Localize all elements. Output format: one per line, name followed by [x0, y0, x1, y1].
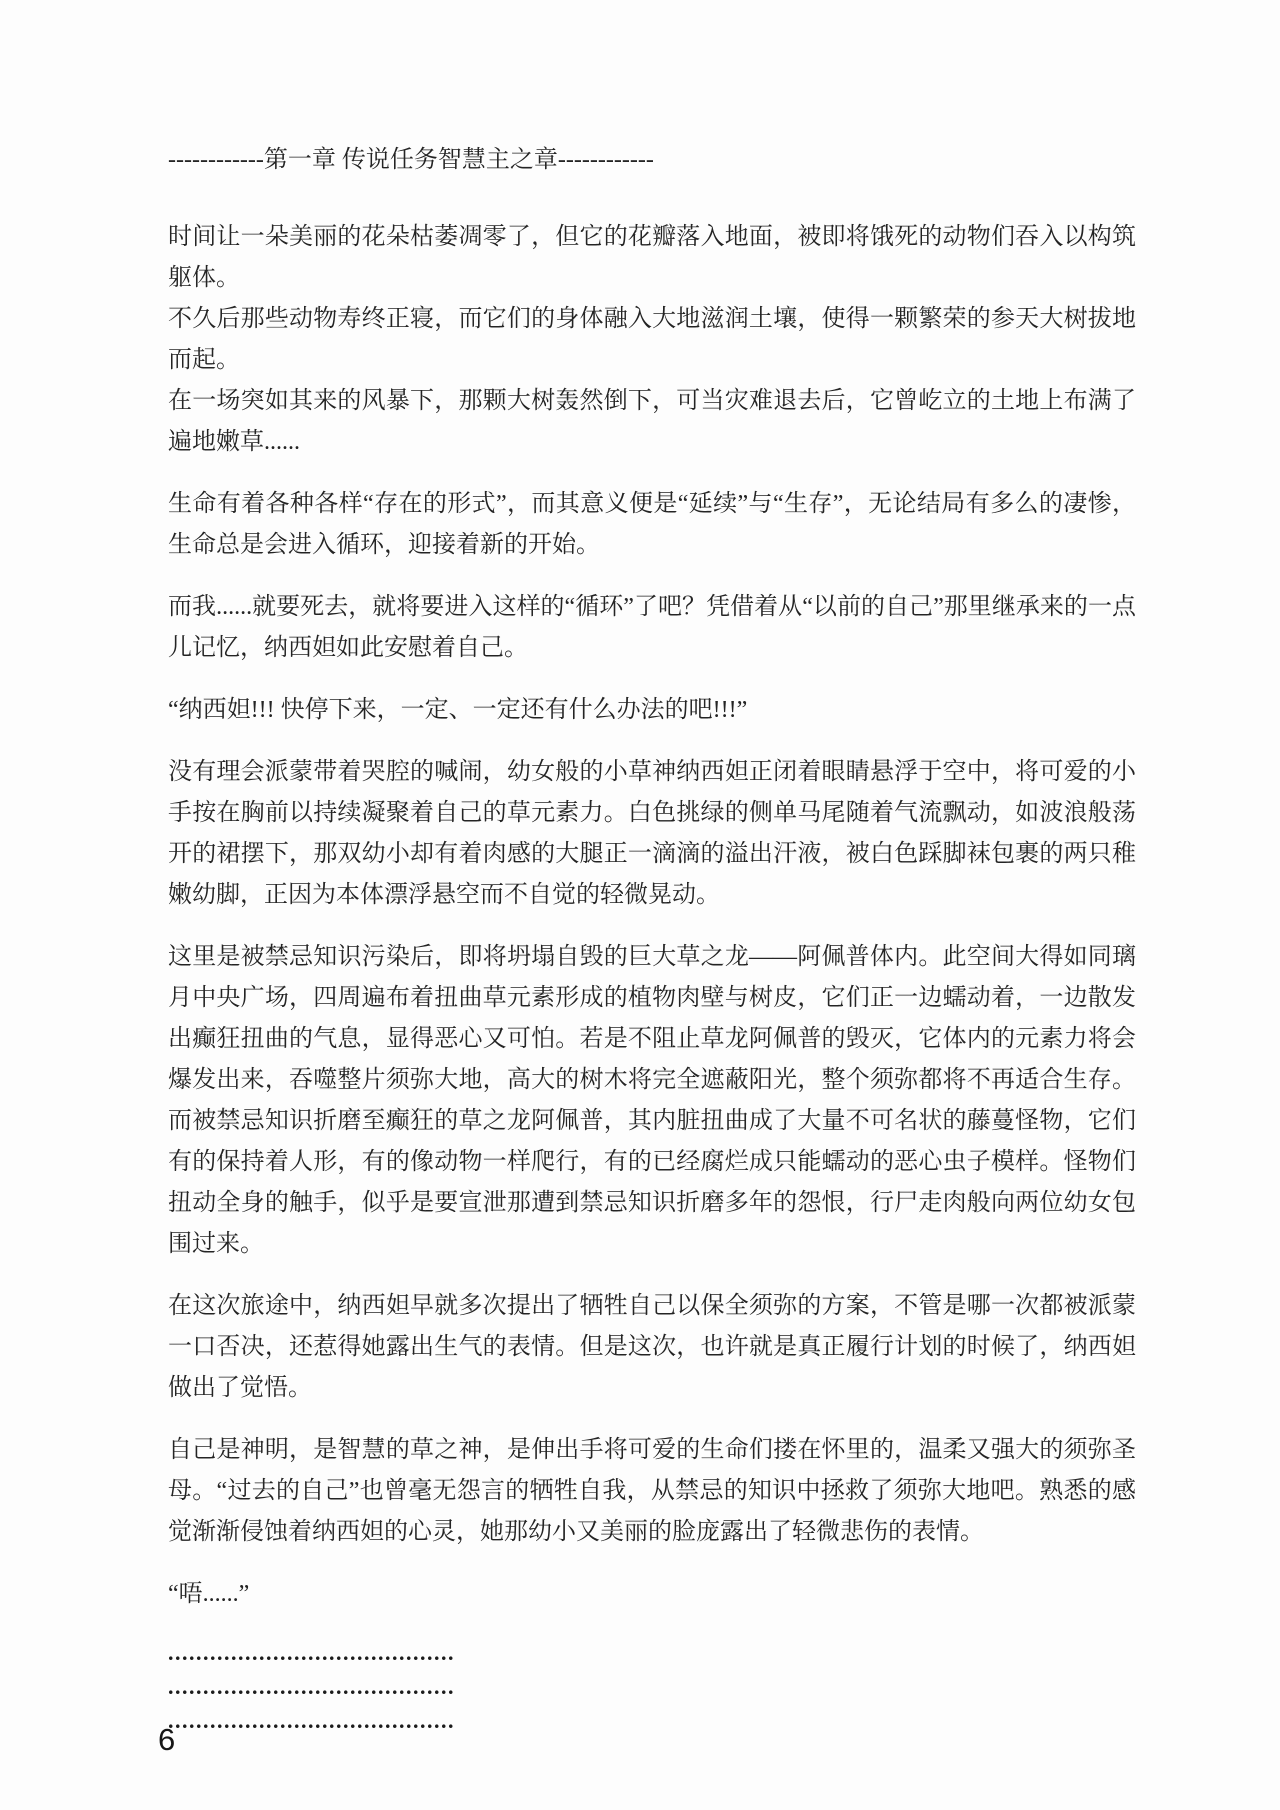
paragraph-journey-sacrifice: 在这次旅途中，纳西妲早就多次提出了牺牲自己以保全须弥的方案，不管是哪一次都被派蒙一口否决，还惹得她露出生气的表情。但是这次，也许就是真正履行计划的时候了，纳西妲做出了觉悟。: [168, 1293, 1136, 1401]
document-page: [168, 140, 1136, 1738]
paragraph-nahida-floating: 没有理会派蒙带着哭腔的喊闹，幼女般的小草神纳西妲正闭着眼睛悬浮于空中，将可爱的小手按在胸前以持续凝聚着自己的草元素力。白色挑绿的侧单马尾随着气流飘动，如波浪般荡开的裙摆下，那双幼小却有着肉感的大腿正一滴滴的溢出汗液，被白色踩脚袜包裹的两只稚嫩幼脚，正因为本体漂浮悬空而不自觉的轻微晃动。: [168, 759, 1136, 908]
paragraph-goddess-resolve: 自己是神明，是智慧的草之神，是伸出手将可爱的生命们搂在怀里的，温柔又强大的须弥圣母。“过去的自己”也曾毫无怨言的牺牲自我，从禁忌的知识中拯救了须弥大地吧。熟悉的感觉渐渐侵蚀着纳西妲的心灵，她那幼小又美丽的脸庞露出了轻微悲伤的表情。: [168, 1437, 1136, 1545]
page-number: 6: [158, 1722, 176, 1757]
paragraph-life-cycle: 生命有着各种各样“存在的形式”，而其意义便是“延续”与“生存”，无论结局有多么的凄惨，生命总是会进入循环，迎接着新的开始。: [168, 491, 1136, 558]
ellipsis-line: .........................................: [168, 1640, 455, 1665]
ellipsis-line: .........................................: [168, 1708, 455, 1733]
paragraph: 在一场突如其来的风暴下，那颗大树轰然倒下，可当灾难退去后，它曾屹立的土地上布满了遍地嫩草......: [168, 388, 1136, 455]
dialogue-paimon: “纳西妲!!! 快停下来，一定、一定还有什么办法的吧!!!”: [168, 697, 748, 723]
paragraph: 不久后那些动物寿终正寝，而它们的身体融入大地滋润土壤，使得一颗繁荣的参天大树拔地而起。: [168, 306, 1136, 373]
ellipsis-lines: [168, 1636, 1136, 1738]
ellipsis-line: .........................................: [168, 1674, 455, 1699]
paragraph: 时间让一朵美丽的花朵枯萎凋零了，但它的花瓣落入地面，被即将饿死的动物们吞入以构筑躯体。: [168, 224, 1136, 291]
paragraph-me-dying: 而我......就要死去，就将要进入这样的“循环”了吧？凭借着从“以前的自己”那里继承来的一点儿记忆，纳西妲如此安慰着自己。: [168, 594, 1136, 661]
chapter-heading: ------------第一章 传说任务智慧主之章------------: [168, 147, 654, 173]
paragraph-apep-interior: 这里是被禁忌知识污染后，即将坍塌自毁的巨大草之龙——阿佩普体内。此空间大得如同璃月中央广场，四周遍布着扭曲草元素形成的植物肉壁与树皮，它们正一边蠕动着，一边散发出癫狂扭曲的气息，显得恶心又可怕。若是不阻止草龙阿佩普的毁灭，它体内的元素力将会爆发出来，吞噬整片须弥大地，高大的树木将完全遮蔽阳光，整个须弥都将不再适合生存。而被禁忌知识折磨至癫狂的草之龙阿佩普，其内脏扭曲成了大量不可名状的藤蔓怪物，它们有的保持着人形，有的像动物一样爬行，有的已经腐烂成只能蠕动的恶心虫子模样。怪物们扭动全身的触手，似乎是要宣泄那遭到禁忌知识折磨多年的怨恨，行尸走肉般向两位幼女包围过来。: [168, 944, 1136, 1257]
intro-paragraph-group: [168, 217, 1136, 463]
dialogue-sigh: “唔......”: [168, 1581, 250, 1607]
